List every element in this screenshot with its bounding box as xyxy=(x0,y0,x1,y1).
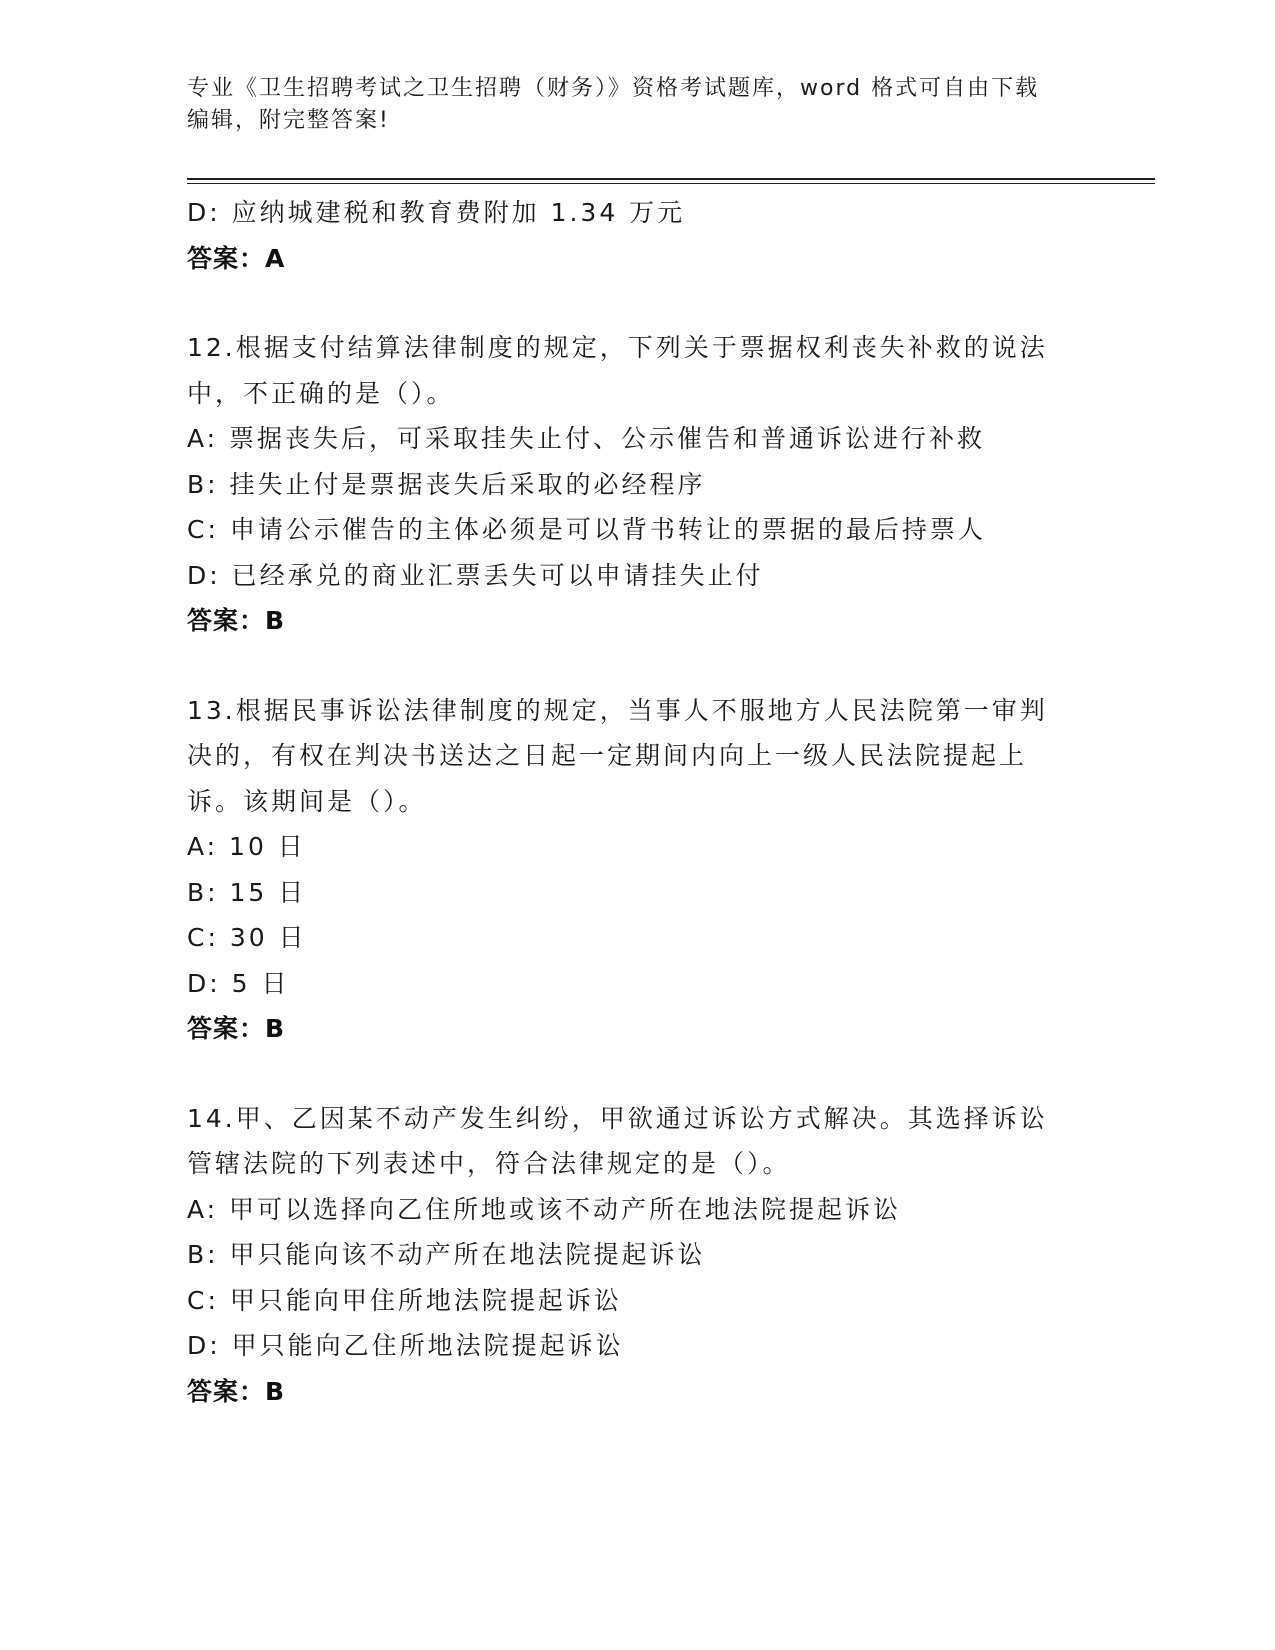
spacer xyxy=(187,281,1087,325)
option-a: A: 10 日 xyxy=(187,832,306,861)
option-c: C: 30 日 xyxy=(187,923,307,952)
spacer xyxy=(187,1052,1087,1096)
question-list xyxy=(187,190,1087,1414)
answer-line: 答案：B xyxy=(187,1014,286,1043)
option-b: B: 甲只能向该不动产所在地法院提起诉讼 xyxy=(187,1240,706,1269)
question-14 xyxy=(187,1096,1087,1415)
spacer xyxy=(187,644,1087,688)
question-stem: 诉。该期间是（）。 xyxy=(187,786,427,816)
header-rule-thick xyxy=(187,178,1155,180)
answer-line: 答案：B xyxy=(187,606,286,635)
option-a: A: 票据丧失后，可采取挂失止付、公示催告和普通诉讼进行补救 xyxy=(187,424,986,453)
option-d: D: 已经承兑的商业汇票丢失可以申请挂失止付 xyxy=(187,560,764,590)
question-stem: 管辖法院的下列表述中，符合法律规定的是（）。 xyxy=(187,1149,791,1178)
document-header xyxy=(187,73,1067,137)
question-11-tail xyxy=(187,190,1087,281)
option-d: D: 应纳城建税和教育费附加 1.34 万元 xyxy=(187,198,686,227)
question-stem: 决的，有权在判决书送达之日起一定期间内向上一级人民法院提起上 xyxy=(187,741,1028,770)
question-13 xyxy=(187,688,1087,1052)
header-line-1: 专业《卫生招聘考试之卫生招聘（财务）》资格考试题库，word 格式可自由下载 xyxy=(187,76,1040,101)
question-stem: 12.根据支付结算法律制度的规定，下列关于票据权利丧失补救的说法 xyxy=(187,333,1048,362)
option-b: B: 挂失止付是票据丧失后采取的必经程序 xyxy=(187,469,706,499)
question-12 xyxy=(187,325,1087,644)
option-b: B: 15 日 xyxy=(187,877,307,907)
header-line-2: 编辑，附完整答案! xyxy=(187,108,390,133)
question-stem: 14.甲、乙因某不动产发生纠纷，甲欲通过诉讼方式解决。其选择诉讼 xyxy=(187,1103,1048,1133)
option-d: D: 5 日 xyxy=(187,968,290,998)
answer-line: 答案：A xyxy=(187,243,286,273)
option-d: D: 甲只能向乙住所地法院提起诉讼 xyxy=(187,1331,624,1360)
option-c: C: 申请公示催告的主体必须是可以背书转让的票据的最后持票人 xyxy=(187,515,986,544)
question-stem: 13.根据民事诉讼法律制度的规定，当事人不服地方人民法院第一审判 xyxy=(187,695,1048,725)
header-rule-thin xyxy=(187,183,1155,184)
question-stem: 中，不正确的是（）。 xyxy=(187,378,455,408)
option-c: C: 甲只能向甲住所地法院提起诉讼 xyxy=(187,1285,622,1315)
option-a: A: 甲可以选择向乙住所地或该不动产所在地法院提起诉讼 xyxy=(187,1194,902,1224)
answer-line: 答案：B xyxy=(187,1376,286,1406)
